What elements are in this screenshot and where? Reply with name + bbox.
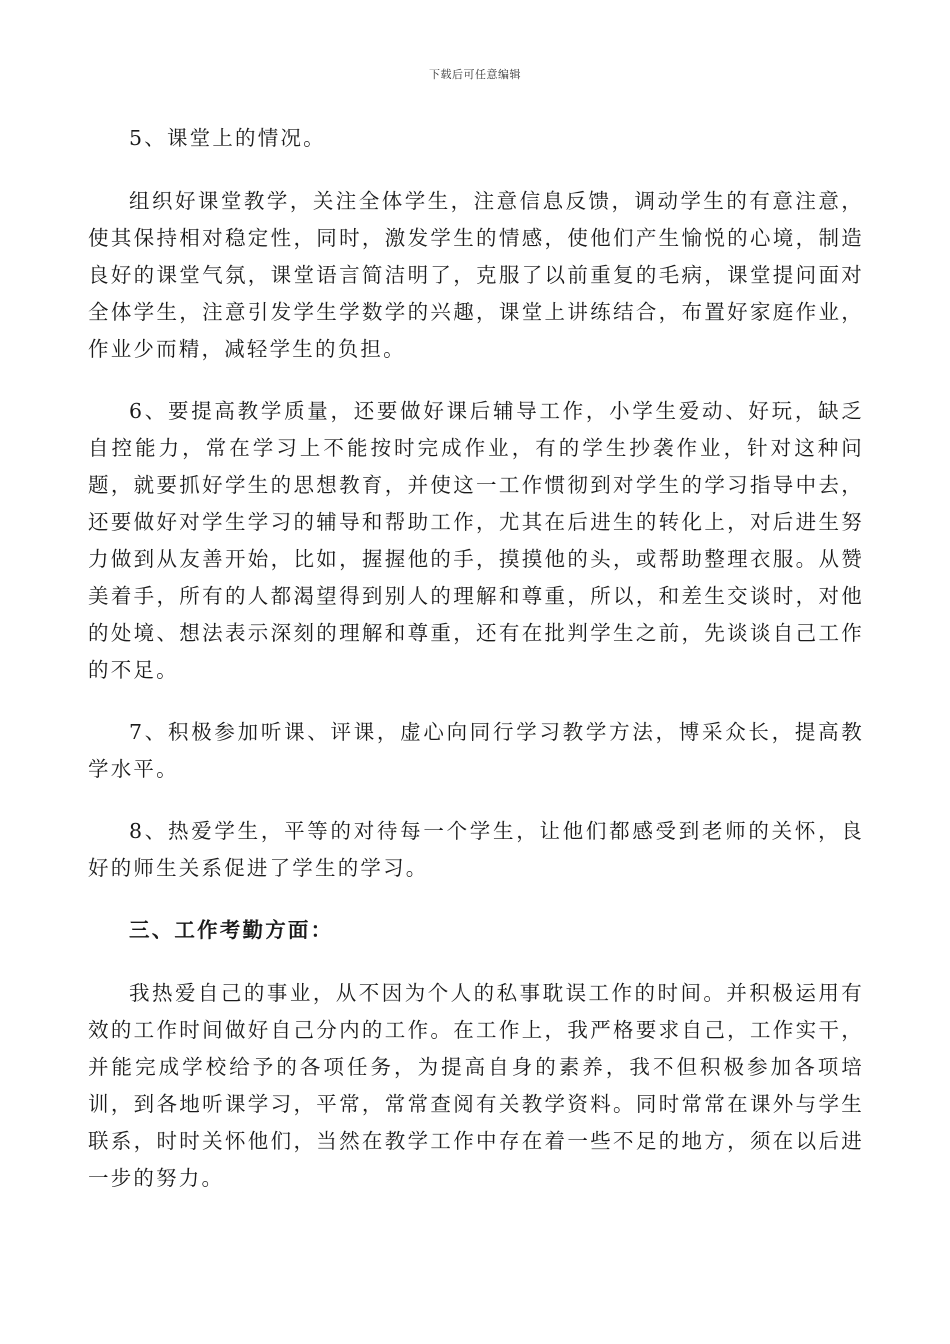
page-header: 下载后可任意编辑 — [429, 68, 521, 81]
item-8-paragraph: 8、热爱学生，平等的对待每一个学生，让他们都感受到老师的关怀，良好的师生关系促进了学生的学习。 — [88, 819, 864, 880]
section-3-title: 三、工作考勤方面： — [129, 918, 334, 942]
item-5-heading: 5、课堂上的情况。 — [129, 126, 326, 150]
item-5-paragraph: 组织好课堂教学，关注全体学生，注意信息反馈，调动学生的有意注意，使其保持相对稳定性，同时，激发学生的情感，使他们产生愉悦的心境，制造良好的课堂气氛，课堂语言简洁明了，克服了以前重复的毛病，课堂提问面对全体学生，注意引发学生学数学的兴趣，课堂上讲练结合，布置好家庭作业，作业少而精，减轻学生的负担。 — [88, 189, 864, 361]
item-6-paragraph: 6、要提高教学质量，还要做好课后辅导工作，小学生爱动、好玩，缺乏自控能力，常在学习上不能按时完成作业，有的学生抄袭作业，针对这种问题，就要抓好学生的思想教育，并使这一工作惯彻到对学生的学习指导中去，还要做好对学生学习的辅导和帮助工作，尤其在后进生的转化上，对后进生努力做到从友善开始，比如，握握他的手，摸摸他的头，或帮助整理衣服。从赞美着手，所有的人都渴望得到别人的理解和尊重，所以，和差生交谈时，对他的处境、想法表示深刻的理解和尊重，还有在批判学生之前，先谈谈自己工作的不足。 — [88, 399, 864, 682]
document-body — [88, 120, 864, 1197]
item-7-paragraph: 7、积极参加听课、评课，虚心向同行学习教学方法，博采众长，提高教学水平。 — [88, 720, 864, 781]
section-3-paragraph: 我热爱自己的事业，从不因为个人的私事耽误工作的时间。并积极运用有效的工作时间做好自己分内的工作。在工作上，我严格要求自己，工作实干，并能完成学校给予的各项任务，为提高自身的素养，我不但积极参加各项培训，到各地听课学习，平常，常常查阅有关教学资料。同时常常在课外与学生联系，时时关怀他们，当然在教学工作中存在着一些不足的地方，须在以后进一步的努力。 — [88, 981, 864, 1190]
